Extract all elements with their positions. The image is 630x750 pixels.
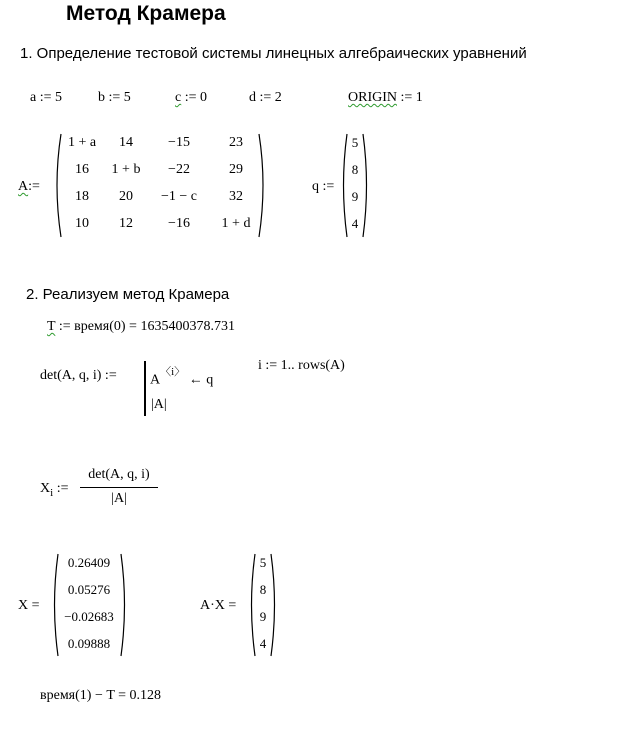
matrix-a-cell: 20 — [119, 189, 133, 204]
result-ax-cell: 9 — [259, 609, 267, 624]
result-x-cell: 0.09888 — [67, 636, 111, 651]
vector-q-cell: 5 — [351, 135, 359, 150]
x-def-numerator: det(A, q, i) — [88, 467, 150, 482]
matrix-a-cell: 1 + a — [67, 135, 97, 150]
elapsed-time: время(1) − T = 0.128 — [40, 688, 162, 703]
x-def-denominator: |A| — [111, 491, 127, 506]
def-d: d := 2 — [249, 90, 282, 105]
def-origin: ORIGIN := 1 — [348, 90, 423, 105]
matrix-a-cell: −22 — [168, 162, 190, 177]
matrix-a-label: A:= — [18, 179, 40, 194]
timer-def: T := время(0) = 1635400378.731 — [47, 319, 235, 334]
result-ax-cell: 4 — [259, 636, 267, 651]
matrix-a-cell: 29 — [229, 162, 243, 177]
vector-q-cell: 4 — [351, 216, 359, 231]
result-ax-cell: 8 — [259, 582, 267, 597]
result-x-cell: 0.05276 — [67, 582, 111, 597]
matrix-a-cell: 1 + d — [221, 216, 251, 231]
x-def-lhs: $X_i$ := — [40, 481, 69, 499]
result-x-body — [57, 555, 121, 657]
matrix-a-cell: 16 — [75, 162, 89, 177]
det-def-line1: $A^{〈i〉}$ ← q — [150, 366, 214, 388]
matrix-a-cell: 12 — [119, 216, 133, 231]
def-a: a := 5 — [30, 90, 63, 105]
page-title: Метод Крамера — [66, 2, 226, 25]
det-def-line2: |A| — [151, 397, 167, 412]
vector-q-cell: 8 — [351, 162, 359, 177]
matrix-a-body — [60, 135, 260, 237]
result-x-cell: −0.02683 — [64, 609, 114, 624]
matrix-a-cell: −1 − c — [160, 189, 197, 204]
section2-heading: 2. Реализуем метод Крамера — [26, 286, 230, 303]
vector-q-cell: 9 — [351, 189, 359, 204]
matrix-a-cell: 32 — [229, 189, 243, 204]
def-c: c := 0 — [175, 90, 208, 105]
matrix-a-cell: 1 + b — [111, 162, 141, 177]
section1-heading: 1. Определение тестовой системы линецных алгебраических уравнений — [20, 45, 527, 62]
matrix-a-cell: −16 — [168, 216, 190, 231]
matrix-a-cell: −15 — [168, 135, 190, 150]
vector-q-label: q := — [312, 179, 335, 194]
vector-q-body — [346, 135, 364, 237]
matrix-a-cell: 10 — [75, 216, 89, 231]
x-def-fraction-bar — [80, 487, 158, 488]
det-def-lhs: det(A, q, i) := — [40, 368, 117, 383]
result-x-cell: 0.26409 — [67, 555, 111, 570]
result-ax-label: A·X = — [200, 598, 237, 613]
matrix-a-cell: 14 — [119, 135, 133, 150]
result-x-label: X = — [18, 598, 40, 613]
result-ax-body — [254, 555, 272, 657]
result-ax-cell: 5 — [259, 555, 267, 570]
range-def: i := 1.. rows(A) — [258, 358, 345, 373]
matrix-a-cell: 18 — [75, 189, 89, 204]
det-def-program-bar — [144, 361, 146, 416]
def-b: b := 5 — [98, 90, 131, 105]
matrix-a-cell: 23 — [229, 135, 243, 150]
result-x-right-paren — [120, 553, 129, 657]
